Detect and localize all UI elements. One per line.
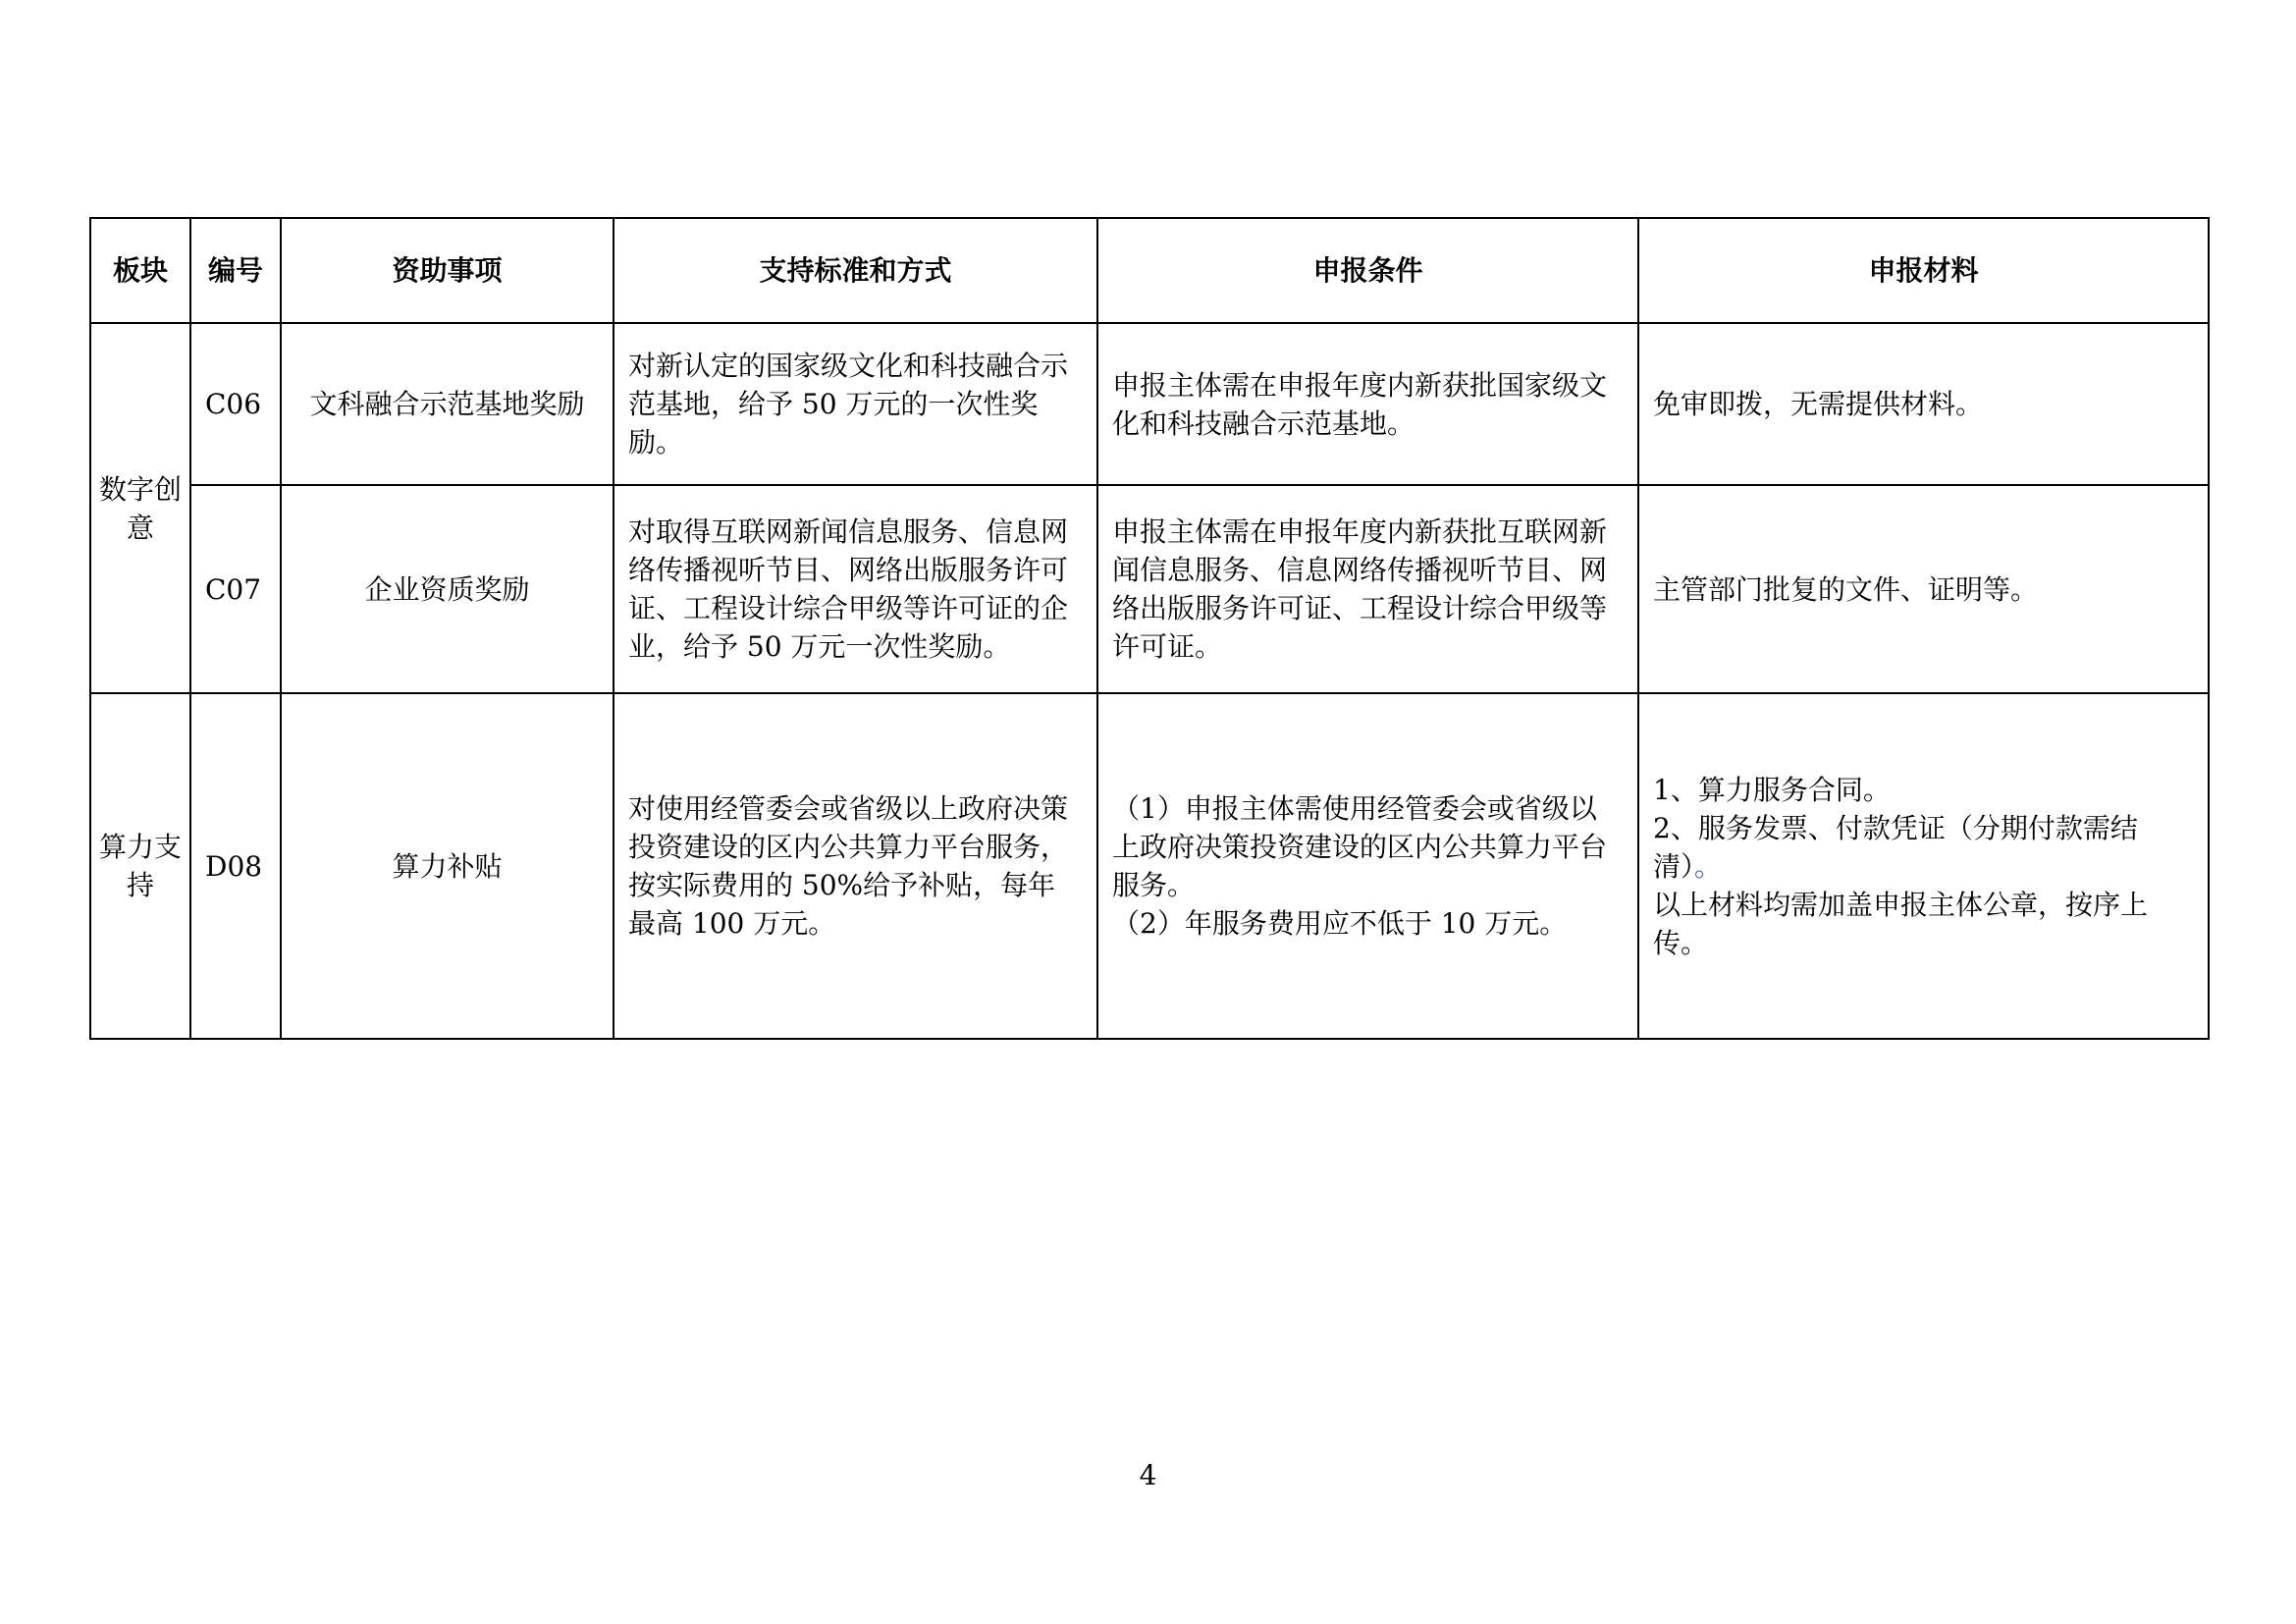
- condition-line: 申报主体需在申报年度内新获批互联网新闻信息服务、信息网络传播视听节目、网络出版服务许可证、工程设计综合甲级等许可证。: [1112, 515, 1608, 663]
- header-standard: 支持标准和方式: [614, 218, 1097, 323]
- material-line: [1653, 809, 2194, 886]
- section-cell-digital-creative: 数字创意: [90, 323, 190, 693]
- condition-line: （1）申报主体需使用经管委会或省级以上政府决策投资建设的区内公共算力平台服务。: [1112, 792, 1608, 901]
- row-code: C07: [190, 485, 281, 693]
- header-item: 资助事项: [281, 218, 614, 323]
- header-section: 板块: [90, 218, 190, 323]
- row-code: C06: [190, 323, 281, 485]
- material-line: 以上材料均需加盖申报主体公章，按序上传。: [1653, 888, 2149, 959]
- header-materials: 申报材料: [1638, 218, 2209, 323]
- table-row: [90, 485, 2209, 693]
- funding-policy-table: [89, 217, 2210, 1040]
- row-standard: 对使用经管委会或省级以上政府决策投资建设的区内公共算力平台服务，按实际费用的 50%给予补贴，每年最高 100 万元。: [614, 693, 1097, 1039]
- material-punctuation: 。: [1694, 849, 1723, 883]
- table-row: [90, 693, 2209, 1039]
- header-code: 编号: [190, 218, 281, 323]
- row-code: D08: [190, 693, 281, 1039]
- condition-line: （2）年服务费用应不低于 10 万元。: [1112, 907, 1568, 940]
- row-conditions: [1097, 323, 1638, 485]
- row-conditions: [1097, 485, 1638, 693]
- row-item: 算力补贴: [281, 693, 614, 1039]
- page-number: 4: [1139, 1459, 1157, 1491]
- row-item: 企业资质奖励: [281, 485, 614, 693]
- row-conditions: [1097, 693, 1638, 1039]
- row-materials: [1638, 693, 2209, 1039]
- condition-line: 申报主体需在申报年度内新获批国家级文化和科技融合示范基地。: [1112, 368, 1608, 440]
- table-header-row: [90, 218, 2209, 323]
- row-materials: [1638, 323, 2209, 485]
- material-line: 主管部门批复的文件、证明等。: [1653, 572, 2039, 606]
- material-line: 免审即拨，无需提供材料。: [1653, 388, 1984, 420]
- material-text: 2、服务发票、付款凭证（分期付款需结清）: [1653, 811, 2138, 883]
- row-standard: 对新认定的国家级文化和科技融合示范基地，给予 50 万元的一次性奖励。: [614, 323, 1097, 485]
- row-standard: 对取得互联网新闻信息服务、信息网络传播视听节目、网络出版服务许可证、工程设计综合甲级等许可证的企业，给予 50 万元一次性奖励。: [614, 485, 1097, 693]
- table-row: [90, 323, 2209, 485]
- row-materials: [1638, 485, 2209, 693]
- section-cell-computing-support: 算力支持: [90, 693, 190, 1039]
- material-line: 1、算力服务合同。: [1653, 773, 1891, 806]
- header-conditions: 申报条件: [1097, 218, 1638, 323]
- row-item: 文科融合示范基地奖励: [281, 323, 614, 485]
